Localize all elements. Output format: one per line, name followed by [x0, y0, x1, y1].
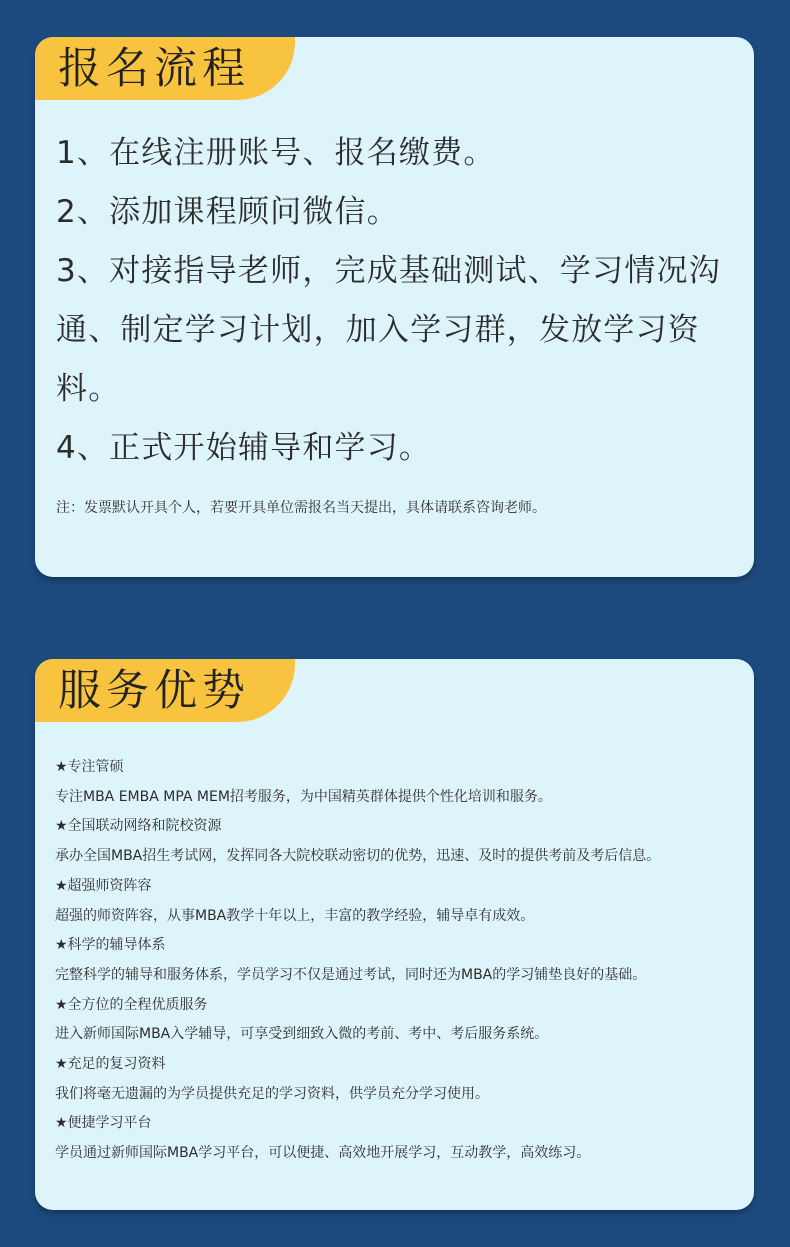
advantage-description: 学员通过新师国际MBA学习平台，可以便捷、高效地开展学习，互动教学，高效练习。	[55, 1145, 591, 1162]
registration-process-card	[35, 37, 754, 577]
invoice-note: 注：发票默认开具个人，若要开具单位需报名当天提出，具体请联系咨询老师。	[56, 500, 546, 516]
section-title: 报名流程	[58, 44, 250, 94]
advantage-heading: ★超强师资阵容	[55, 877, 152, 894]
advantage-heading: ★充足的复习资料	[55, 1056, 166, 1073]
step-item: 4、正式开始辅导和学习。	[56, 430, 432, 466]
step-list	[56, 124, 746, 478]
advantage-heading: ★便捷学习平台	[55, 1115, 152, 1132]
step-item: 3、对接指导老师，完成基础测试、学习情况沟通、制定学习计划，加入学习群，发放学习资料。	[56, 253, 721, 407]
advantage-description: 我们将毫无遗漏的为学员提供充足的学习资料，供学员充分学习使用。	[55, 1085, 489, 1102]
step-item: 2、添加课程顾问微信。	[56, 194, 399, 230]
advantage-list	[55, 753, 750, 1169]
section-title-tab	[35, 37, 295, 100]
advantage-heading: ★专注管硕	[55, 759, 124, 775]
advantage-description: 专注MBA EMBA MPA MEM招考服务，为中国精英群体提供个性化培训和服务。	[55, 788, 552, 805]
advantage-heading: ★科学的辅导体系	[55, 937, 166, 954]
section-title-tab	[35, 659, 295, 722]
advantage-description: 进入新师国际MBA入学辅导，可享受到细致入微的考前、考中、考后服务系统。	[55, 1026, 549, 1043]
advantage-heading: ★全国联动网络和院校资源	[55, 818, 222, 835]
advantage-heading: ★全方位的全程优质服务	[55, 996, 208, 1013]
step-item: 1、在线注册账号、报名缴费。	[56, 135, 496, 171]
section-title: 服务优势	[58, 666, 250, 716]
advantage-description: 完整科学的辅导和服务体系，学员学习不仅是通过考试，同时还为MBA的学习铺垫良好的基础。	[55, 966, 647, 983]
advantage-description: 承办全国MBA招生考试网，发挥同各大院校联动密切的优势，迅速、及时的提供考前及考后信息。	[55, 848, 661, 865]
advantage-description: 超强的师资阵容，从事MBA教学十年以上，丰富的教学经验，辅导卓有成效。	[55, 907, 535, 924]
service-advantages-card	[35, 659, 754, 1210]
